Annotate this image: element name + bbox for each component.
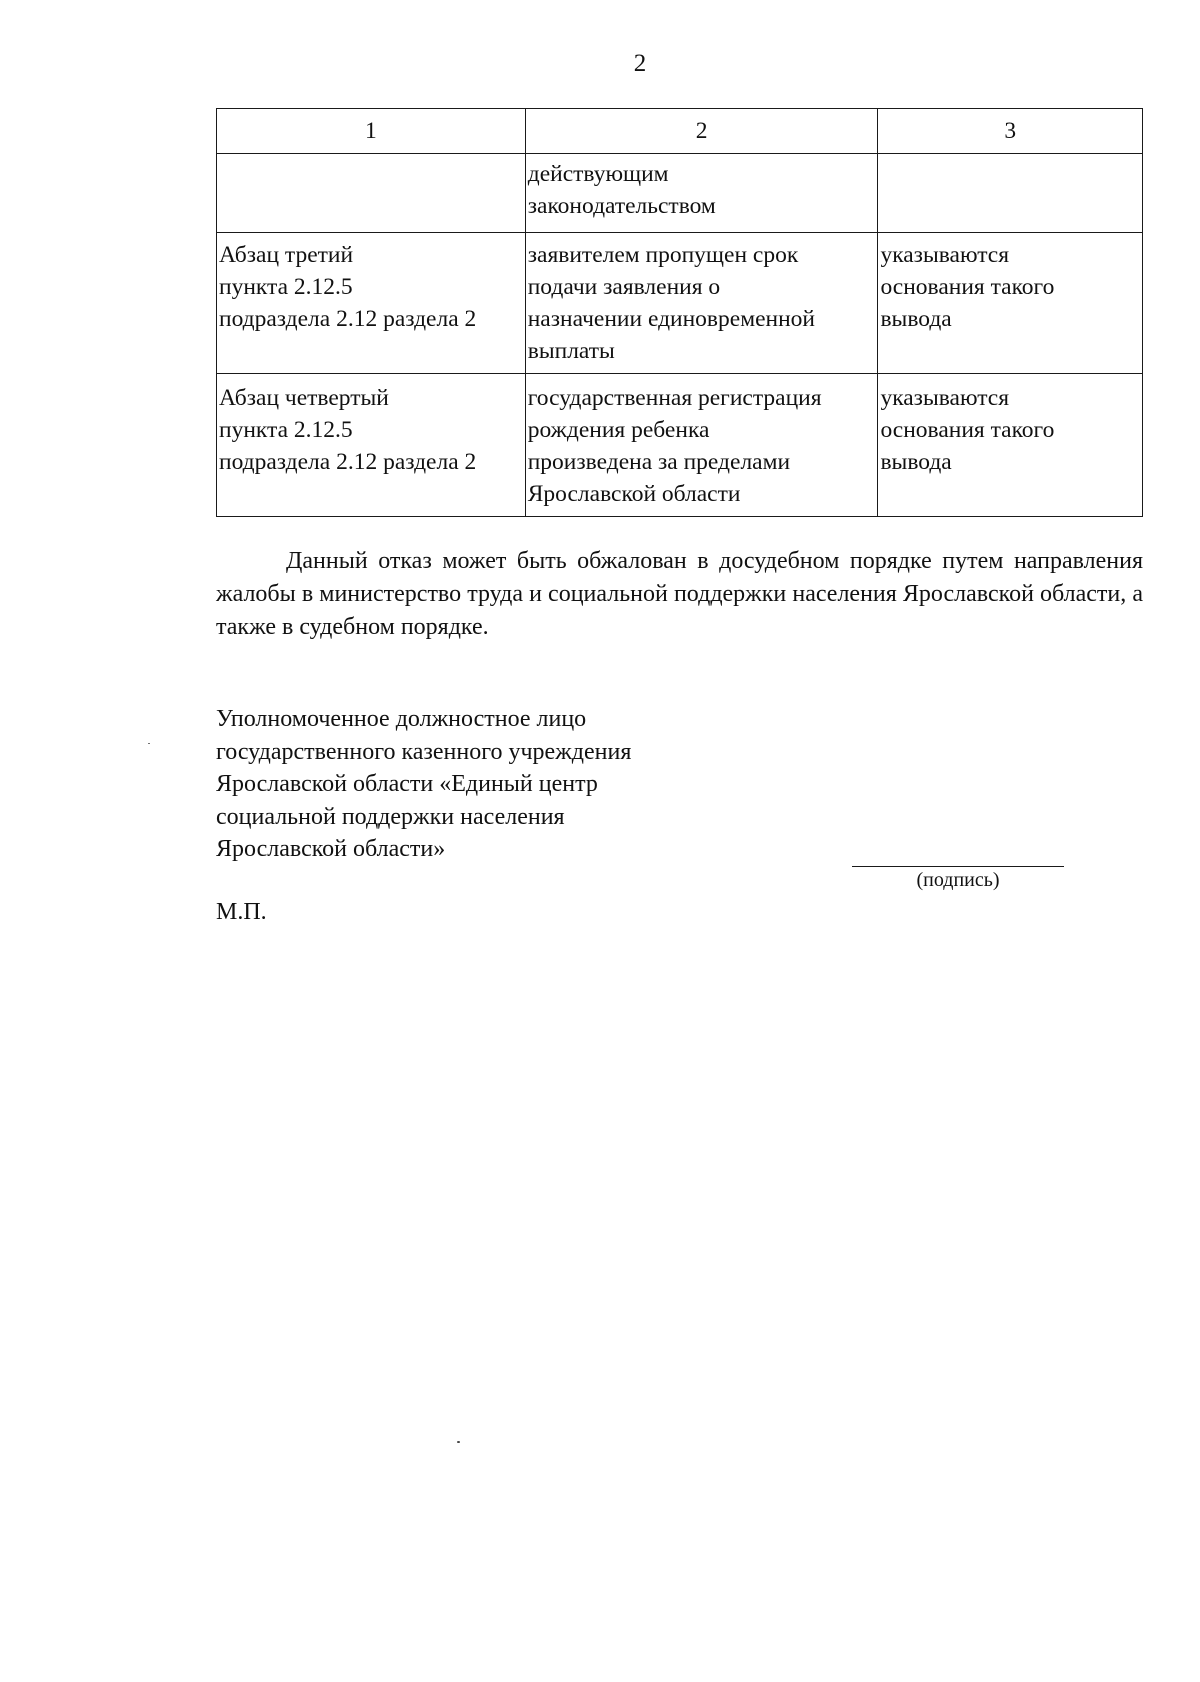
table-cell <box>217 374 526 517</box>
cell-line: пункта 2.12.5 <box>219 274 353 300</box>
cell-line: Абзац четвертый <box>219 385 389 411</box>
cell-line: вывода <box>880 449 952 475</box>
cell-line: действующим <box>527 161 669 187</box>
cell-line: государственная регистрация <box>527 385 822 411</box>
cell-line: Абзац третий <box>219 242 354 268</box>
cell-line: основания такого <box>880 274 1055 300</box>
cell-line: указываются <box>880 242 1010 268</box>
table-row <box>217 233 1143 374</box>
table-cell <box>525 233 878 374</box>
page-number: 2 <box>633 50 647 77</box>
official-line: Уполномоченное должностное лицо <box>216 706 587 732</box>
cell-line: рождения ребенка <box>527 417 710 443</box>
cell-line: выплаты <box>527 338 615 364</box>
cell-line: подраздела 2.12 раздела 2 <box>219 449 477 475</box>
table-cell <box>525 154 878 233</box>
scan-speck <box>148 743 150 744</box>
scan-speck <box>457 1441 460 1443</box>
table-cell <box>525 374 878 517</box>
cell-line: назначении единовременной <box>527 306 815 332</box>
signature-caption: (подпись) <box>916 869 1000 891</box>
cell-line: основания такого <box>880 417 1055 443</box>
header-cell: 1 <box>217 109 526 154</box>
cell-line: заявителем пропущен срок <box>527 242 799 268</box>
cell-line: подачи заявления о <box>527 274 721 300</box>
cell-line: законодательством <box>527 193 716 219</box>
official-block <box>216 703 631 866</box>
table-header-row <box>217 109 1143 154</box>
appeal-paragraph: Данный отказ может быть обжалован в досудебном порядке путем направления жалобы в министерство труда и социальной поддержки населения Ярославской области, а также в судебном порядке. <box>216 548 1143 640</box>
table-cell <box>878 233 1143 374</box>
signature-line <box>852 866 1064 867</box>
table-cell <box>217 233 526 374</box>
table-cell <box>217 154 526 233</box>
official-line: Ярославской области» <box>216 836 446 862</box>
table-cell <box>878 154 1143 233</box>
refusal-grounds-table <box>216 108 1143 517</box>
cell-line: пункта 2.12.5 <box>219 417 353 443</box>
header-cell: 3 <box>878 109 1143 154</box>
cell-line: подраздела 2.12 раздела 2 <box>219 306 477 332</box>
cell-line: указываются <box>880 385 1010 411</box>
cell-line: Ярославской области <box>527 481 741 507</box>
official-line: Ярославской области «Единый центр <box>216 771 598 797</box>
header-cell: 2 <box>525 109 878 154</box>
official-line: государственного казенного учреждения <box>216 738 632 765</box>
table-row <box>217 154 1143 233</box>
seal-mark: М.П. <box>216 899 267 925</box>
official-line: социальной поддержки населения <box>216 803 565 830</box>
cell-line: произведена за пределами <box>527 449 791 475</box>
table-row <box>217 374 1143 517</box>
cell-line: вывода <box>880 306 952 332</box>
table-cell <box>878 374 1143 517</box>
